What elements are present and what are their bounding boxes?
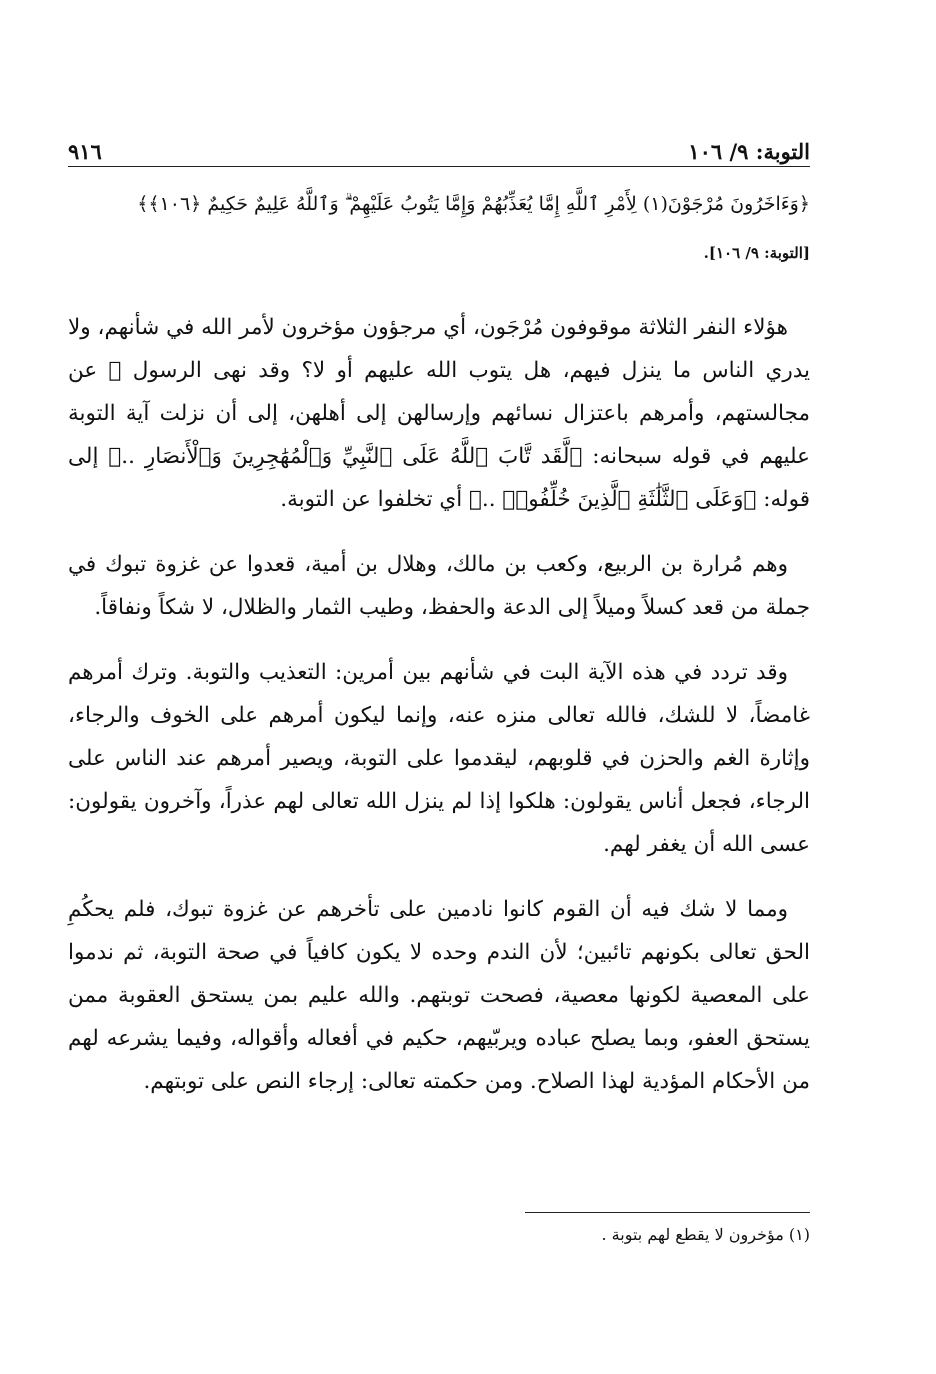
quran-verse: ﴿وَءَاخَرُونَ مُرْجَوْنَ(١) لِأَمْرِ ٱللَّهِ إِمَّا يُعَذِّبُهُمْ وَإِمَّا يَتُوبُ عَلَيْهِمْ ۗ وَٱللَّهُ عَلِيمٌ حَكِيمٌ ﴿١٠٦﴾﴾: [137, 193, 810, 215]
paragraph: ومما لا شك فيه أن القوم كانوا نادمين على تأخرهم عن غزوة تبوك، فلم يحكُمِ الحق تعالى بكونهم تائبين؛ لأن الندم وحده لا يكون كافياً في صحة التوبة، ثم ندموا على المعصية لكونها معصية، فصحت توبتهم. والله عليم بمن يستحق العقوبة ممن يستحق العفو، وبما يصلح عباده ويربّيهم، حكيم في أفعاله وأقواله، وفيما يشرعه لهم من الأحكام المؤدية لهذا الصلاح. ومن حكمته تعالى: إرجاء النص على توبتهم.: [68, 897, 810, 1094]
footnote: (١) مؤخرون لا يقطع لهم بتوبة .: [601, 1225, 810, 1244]
footnote-divider: [525, 1212, 810, 1213]
page-number: ٩١٦: [68, 139, 102, 164]
verse-reference: [التوبة: ٩/ ١٠٦].: [703, 244, 810, 262]
paragraph: هؤلاء النفر الثلاثة موقوفون مُرْجَون، أي مرجؤون مؤخرون لأمر الله في شأنهم، ولا يدري الناس ما ينزل فيهم، هل يتوب الله عليهم أو لا؟ وقد نهى الرسول ﷺ عن مجالستهم، وأمرهم باعتزال نسائهم وإرسالهن إلى أهلهن، إلى أن نزلت آية التوبة عليهم في قوله سبحانه: ﴿لَّقَد تَّابَ ٱللَّهُ عَلَى ٱلنَّبِيِّ وَٱلْمُهَٰجِرِينَ وَٱلْأَنصَارِ ..﴾ إلى قوله: ﴿وَعَلَى ٱلثَّلَٰثَةِ ٱلَّذِينَ خُلِّفُوا۟ ..﴾ أي تخلفوا عن التوبة.: [68, 315, 810, 512]
paragraph: وهم مُرارة بن الربيع، وكعب بن مالك، وهلال بن أمية، قعدوا عن غزوة تبوك في جملة من قعد كسلاً وميلاً إلى الدعة والحفظ، وطيب الثمار والظلال، لا شكاً ونفاقاً.: [68, 552, 810, 620]
header-divider: [68, 166, 810, 167]
surah-reference: التوبة: ٩/ ١٠٦: [688, 139, 810, 164]
paragraph: وقد تردد في هذه الآية البت في شأنهم بين أمرين: التعذيب والتوبة. وترك أمرهم غامضاً، لا للشك، فالله تعالى منزه عنه، وإنما ليكون أمرهم على الخوف والرجاء، وإثارة الغم والحزن في قلوبهم، ليقدموا على التوبة، ويصير أمرهم عند الناس على الرجاء، فجعل أناس يقولون: هلكوا إذا لم ينزل الله تعالى لهم عذراً، وآخرون يقولون: عسى الله أن يغفر لهم.: [68, 660, 810, 857]
commentary-body: [68, 306, 810, 1125]
page-header: [68, 128, 810, 164]
book-page: [68, 0, 810, 1374]
